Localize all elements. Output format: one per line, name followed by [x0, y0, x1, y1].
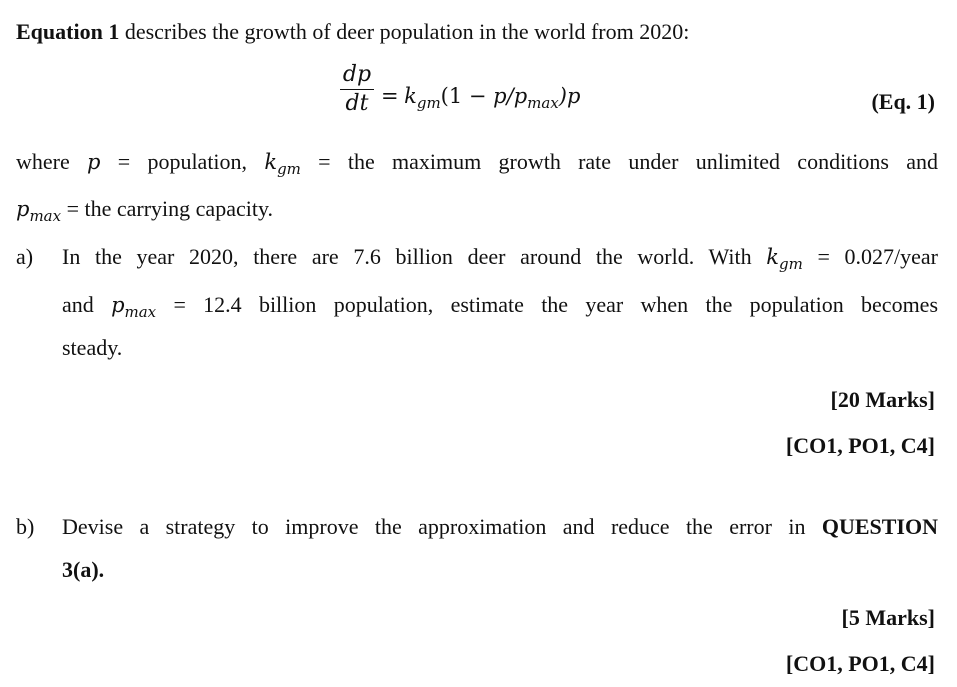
equation-p-over: p/p	[493, 84, 528, 108]
part-b-marks: [5 Marks]	[841, 605, 935, 630]
equation-k-subscript: gm	[416, 94, 441, 112]
part-a-pmax: p	[111, 293, 125, 317]
part-a-k-value: = 0.027/year	[802, 244, 939, 269]
definition-capacity: = the carrying capacity.	[61, 196, 274, 221]
part-b-question-number: 3(a).	[62, 557, 105, 582]
part-b-outcomes: [CO1, PO1, C4]	[785, 651, 935, 676]
part-b-question-ref: QUESTION	[821, 514, 938, 539]
equation-close: )p	[558, 84, 581, 108]
part-a-question: = 12.4 billion population, estimate the year when the population becomes	[156, 292, 939, 317]
part-a-k-subscript: gm	[778, 255, 803, 273]
part-a-text: In the year 2020, there are 7.6 billion deer around the world. With	[62, 244, 767, 269]
part-b-marker: b)	[16, 514, 35, 539]
definition-k: k	[264, 150, 278, 174]
definition-k-subscript: gm	[277, 160, 301, 178]
equation-rhs	[381, 83, 580, 112]
part-a-pmax-subscript: max	[124, 303, 157, 321]
part-a-line-2	[62, 292, 938, 321]
part-a-marks: [20 Marks]	[830, 387, 935, 412]
equation-k: k	[404, 84, 417, 108]
part-b-text: Devise a strategy to improve the approximation and reduce the error in	[62, 514, 822, 539]
definition-p: p	[87, 150, 101, 174]
part-b-line-1-justified	[62, 514, 938, 540]
equation-reference: Equation 1	[16, 19, 120, 44]
definition-pmax: p	[16, 197, 30, 221]
part-a-and: and	[62, 292, 112, 317]
derivative-fraction	[340, 62, 374, 117]
intro-line	[16, 19, 689, 45]
fraction-denominator: dt	[345, 91, 369, 116]
definition-where: where	[16, 149, 88, 174]
definition-line-2	[16, 196, 273, 225]
definition-population: = population,	[100, 149, 265, 174]
part-a-line-3: steady.	[62, 335, 123, 360]
intro-text: describes the growth of deer population in the world from 2020:	[124, 19, 690, 44]
part-b-line-1	[62, 514, 938, 540]
part-a-outcomes: [CO1, PO1, C4]	[785, 433, 935, 458]
equation-equals: =	[381, 84, 399, 108]
equation-label: (Eq. 1)	[871, 89, 935, 114]
part-a-line-1-justified	[62, 244, 938, 273]
definition-pmax-subscript: max	[29, 207, 62, 225]
equation-open: (1 −	[440, 84, 494, 108]
part-a-line-1	[62, 244, 938, 273]
fraction-numerator: dp	[342, 62, 372, 87]
definition-line-1-justified	[16, 149, 938, 178]
equation-pmax-subscript: max	[527, 94, 559, 112]
definition-growth-rate: = the maximum growth rate under unlimited conditions and	[300, 149, 939, 174]
part-a-marker: a)	[16, 244, 34, 269]
definition-line-1	[16, 149, 938, 178]
fraction-bar	[340, 89, 374, 90]
part-a-k: k	[766, 245, 779, 269]
part-a-line-2-justified	[62, 292, 938, 321]
